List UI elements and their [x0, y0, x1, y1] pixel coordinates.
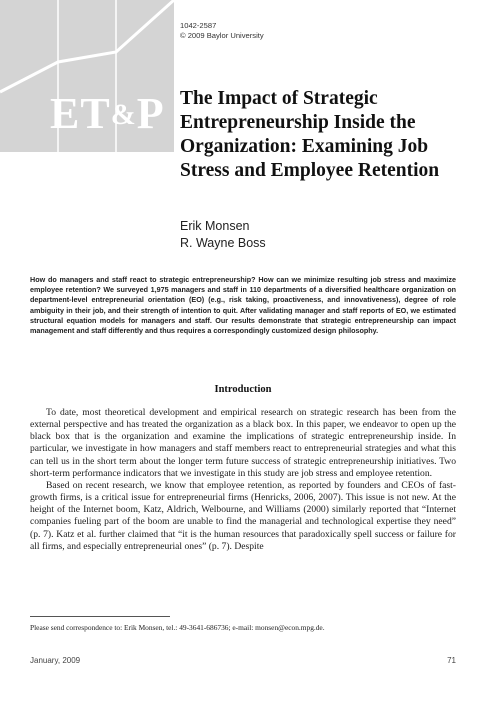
abstract: How do managers and staff react to strategic entrepreneurship? How can we minimize resulting job stress and maximize employee retention? We surveyed 1,975 managers and staff in 110 departments of a diversified healthcare organization on department-level entrepreneurial orientation (EO) (e.g., risk taking, proactiveness, and innovativeness), degree of role ambiguity in their job, and their strength of intention to quit. After validating manager and staff reports of EO, we estimated structural equation models for managers and staff. Our results demonstrate that strategic entrepreneurship can impact management and staff differently and thus requires a correspondingly customized design philosophy. [30, 275, 456, 336]
article-title: The Impact of Strategic Entrepreneurship Inside the Organization: Examining Job Stress and Employee Retention [180, 88, 440, 181]
correspondence-footnote: Please send correspondence to: Erik Monsen, tel.: 49-3641-686736; e-mail: monsen@econ.mpg.de. [30, 623, 325, 632]
author-name: R. Wayne Boss [180, 236, 266, 250]
logo-ampersand: & [110, 98, 137, 131]
body-paragraph: To date, most theoretical development and empirical research on strategic research has been from the external perspective and has treated the organization as a black box. In this paper, we endeavor to open up the black box that is the organization and examine the implications of strategic entrepreneurship inside. In particular, we investigate in how managers and staff members react to entrepreneurial strategies and what this can tell us in the short term about the longer term future success of strategic entrepreneurship initiatives. Two short-term performance indicators that we investigate in this study are job stress and employee retention. [30, 407, 456, 479]
author-list [180, 218, 266, 252]
body-paragraph: Based on recent research, we know that employee retention, as reported by founders and CEOs of fast-growth firms, is a critical issue for entrepreneurial firms (Henricks, 2006, 2007). This issue is not new. At the height of the Internet boom, Katz, Aldrich, Welbourne, and Williams (2000) similarly reported that “Internet companies fueling part of the boom are unable to find the managerial and technological expertise they need” (p. 7). Katz et al. further claimed that “it is the human resources that paradoxically spell success or failure for all firms, and especially entrepreneurial ones” (p. 7). Despite [30, 479, 456, 552]
issue-date: January, 2009 [30, 656, 81, 665]
journal-logo-block [0, 0, 174, 152]
page-number: 71 [447, 656, 456, 665]
logo-letters-et: ET [50, 89, 111, 138]
issn-number: 1042-2587 [180, 21, 217, 30]
copyright-notice: © 2009 Baylor University [180, 31, 264, 40]
logo-wordmark [50, 89, 174, 138]
logo-letter-p: P [136, 89, 165, 138]
section-heading: Introduction [214, 384, 272, 395]
body-text [30, 407, 456, 553]
author-name: Erik Monsen [180, 219, 250, 233]
footnote-divider [30, 616, 170, 617]
issn-block [180, 21, 264, 41]
